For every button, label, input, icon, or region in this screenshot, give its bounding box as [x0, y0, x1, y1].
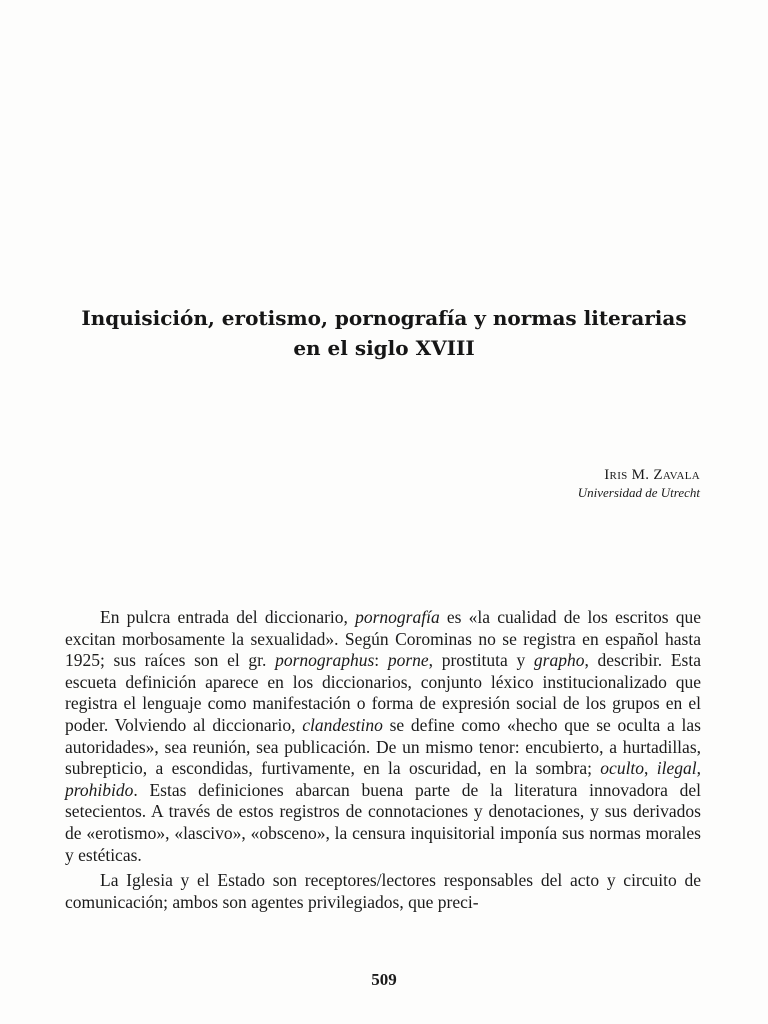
- page-number: 509: [371, 970, 397, 989]
- paragraph-1: [65, 607, 701, 866]
- body-text: [65, 607, 701, 913]
- text-run: ,: [644, 758, 657, 779]
- text-run: es «la cualidad de los escritos que excitan morbosamente la sexualidad». Según Corominas no se registra en español hasta 1925; sus raíces son el gr.: [65, 607, 701, 671]
- italic-term: clandestino: [302, 714, 383, 735]
- italic-term: grapho: [533, 650, 585, 671]
- italic-term: pornographus: [275, 650, 375, 671]
- title-line-1: Inquisición, erotismo, pornografía y normas literarias: [81, 306, 687, 330]
- italic-term: oculto: [600, 758, 645, 779]
- italic-term: porne: [387, 650, 429, 671]
- italic-term: ilegal: [656, 758, 697, 779]
- text-run: . Estas definiciones abarcan buena parte de la literatura innovadora del setecientos. A través de estos registros de connotaciones y denotaciones, y sus derivados de «erotismo», «lascivo», «obsceno», la censura inquisitorial imponía sus normas morales y estéticas.: [65, 779, 701, 865]
- text-run: se define como «hecho que se oculta a las autoridades», sea reunión, sea publicación. De un mismo tenor: encubierto, a hurtadillas, subrepticio, a escondidas, furtivamente, en la oscuridad, en la sombra;: [65, 714, 701, 779]
- text-run: ,: [696, 758, 701, 779]
- text-run: En pulcra entrada del diccionario,: [100, 607, 356, 627]
- author-block: [578, 466, 700, 502]
- text-run: , prostituta y: [428, 650, 534, 671]
- title-line-2: en el siglo XVIII: [293, 336, 475, 360]
- text-run: :: [374, 650, 388, 671]
- author-affiliation: Universidad de Utrecht: [577, 485, 700, 500]
- article-title: [40, 303, 728, 363]
- text-run: , describir. Esta escueta definición aparece en los diccionarios, conjunto léxico institucionalizado que registra el lenguaje como manifestación o forma de expresión social de los grupos en el poder. Volviendo al diccionario,: [65, 650, 701, 735]
- paragraph-2: La Iglesia y el Estado son receptores/lectores responsables del acto y circuito de comunicación; ambos son agentes privilegiados, que preci-: [65, 870, 701, 912]
- author-name: Iris M. Zavala: [604, 467, 700, 483]
- italic-term: pornografía: [355, 607, 440, 627]
- italic-term: prohibido: [65, 779, 134, 800]
